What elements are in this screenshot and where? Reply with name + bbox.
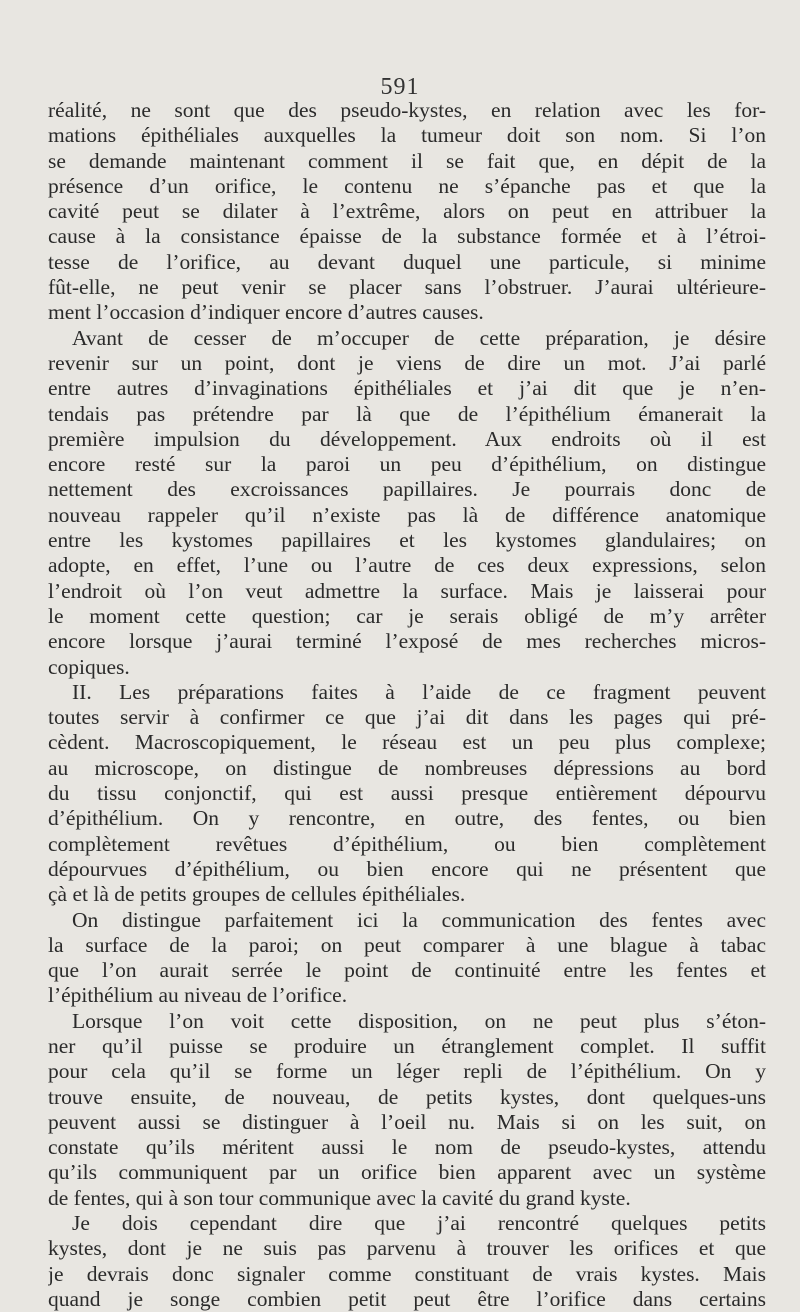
text-line: encore lorsque j’aurai terminé l’exposé de mes recherches micros- [48, 629, 766, 654]
text-line: mations épithéliales auxquelles la tumeur doit son nom. Si l’on [48, 123, 766, 148]
text-line: présence d’un orifice, le contenu ne s’épanche pas et que la [48, 173, 766, 198]
text-line: l’endroit où l’on veut admettre la surface. Mais je laisserai pour [48, 578, 766, 603]
text-line: de fentes, qui à son tour communique avec la cavité du grand kyste. [48, 1185, 631, 1210]
text-line: dépourvues d’épithélium, ou bien encore qui ne présentent que [48, 856, 766, 881]
text-line: trouve ensuite, de nouveau, de petits kystes, dont quelques-uns [48, 1084, 766, 1109]
text-line: le moment cette question; car je serais obligé de m’y arrêter [48, 603, 766, 628]
text-line: revenir sur un point, dont je viens de dire un mot. J’ai parlé [48, 350, 766, 375]
text-line: d’épithélium. On y rencontre, en outre, des fentes, ou bien [48, 806, 766, 831]
text-line: entre les kystomes papillaires et les kystomes glandulaires; on [48, 528, 766, 553]
text-line: encore resté sur la paroi un peu d’épithélium, on distingue [48, 452, 766, 477]
text-line: tesse de l’orifice, au devant duquel une particule, si minime [48, 249, 766, 274]
text-line: nettement des excroissances papillaires. Je pourrais donc de [48, 477, 766, 502]
page-number: 591 [380, 74, 420, 100]
text-line: ment l’occasion d’indiquer encore d’autres causes. [48, 300, 484, 325]
text-line: au microscope, on distingue de nombreuses dépressions au bord [48, 755, 766, 780]
body-text [48, 98, 766, 1312]
text-line: je devrais donc signaler comme constituant de vrais kystes. Mais [48, 1261, 766, 1286]
text-line: que l’on aurait serrée le point de continuité entre les fentes et [48, 958, 766, 983]
text-line: la surface de la paroi; on peut comparer à une blague à tabac [48, 932, 766, 957]
text-line: réalité, ne sont que des pseudo-kystes, en relation avec les for- [48, 98, 766, 122]
text-line: kystes, dont je ne suis pas parvenu à trouver les orifices et que [48, 1236, 766, 1261]
text-line: l’épithélium au niveau de l’orifice. [48, 983, 348, 1008]
text-line: adopte, en effet, l’une ou l’autre de ces deux expressions, selon [48, 553, 766, 578]
text-line: peuvent aussi se distinguer à l’oeil nu. Mais si on les suit, on [48, 1109, 766, 1134]
text-line: çà et là de petits groupes de cellules épithéliales. [48, 882, 466, 907]
text-line: II. Les préparations faites à l’aide de ce fragment peuvent [72, 679, 766, 704]
text-line: copiques. [48, 654, 130, 679]
text-line: constate qu’ils méritent aussi le nom de pseudo-kystes, attendu [48, 1135, 766, 1160]
text-line: se demande maintenant comment il se fait que, en dépit de la [48, 148, 766, 173]
text-line: complètement revêtues d’épithélium, ou bien complètement [48, 831, 766, 856]
text-line: entre autres d’invaginations épithéliales et j’ai dit que je n’en- [48, 376, 766, 401]
text-line: Je dois cependant dire que j’ai rencontré quelques petits [72, 1211, 766, 1236]
text-line: tendais pas prétendre par là que de l’épithélium émanerait la [48, 401, 766, 426]
text-line: du tissu conjonctif, qui est aussi presque entièrement dépourvu [48, 781, 766, 806]
text-line: fût-elle, ne peut venir se placer sans l’obstruer. J’aurai ultérieure- [48, 275, 766, 300]
text-line: qu’ils communiquent par un orifice bien apparent avec un système [48, 1160, 766, 1185]
text-line: On distingue parfaitement ici la communication des fentes avec [72, 907, 766, 932]
text-line: Avant de cesser de m’occuper de cette préparation, je désire [72, 325, 766, 350]
text-line: pour cela qu’il se forme un léger repli de l’épithélium. On y [48, 1059, 766, 1084]
text-line: quand je songe combien petit peut être l’orifice dans certains [48, 1286, 766, 1311]
text-line: toutes servir à confirmer ce que j’ai dit dans les pages qui pré- [48, 705, 766, 730]
text-line: nouveau rappeler qu’il n’existe pas là de différence anatomique [48, 502, 766, 527]
text-line: ner qu’il puisse se produire un étranglement complet. Il suffit [48, 1033, 766, 1058]
text-line: cèdent. Macroscopiquement, le réseau est un peu plus complexe; [48, 730, 766, 755]
text-line: Lorsque l’on voit cette disposition, on ne peut plus s’éton- [72, 1008, 766, 1033]
text-line: cause à la consistance épaisse de la substance formée et à l’étroi- [48, 224, 766, 249]
text-line: cavité peut se dilater à l’extrême, alors on peut en attribuer la [48, 199, 766, 224]
text-line: première impulsion du développement. Aux endroits où il est [48, 426, 766, 451]
